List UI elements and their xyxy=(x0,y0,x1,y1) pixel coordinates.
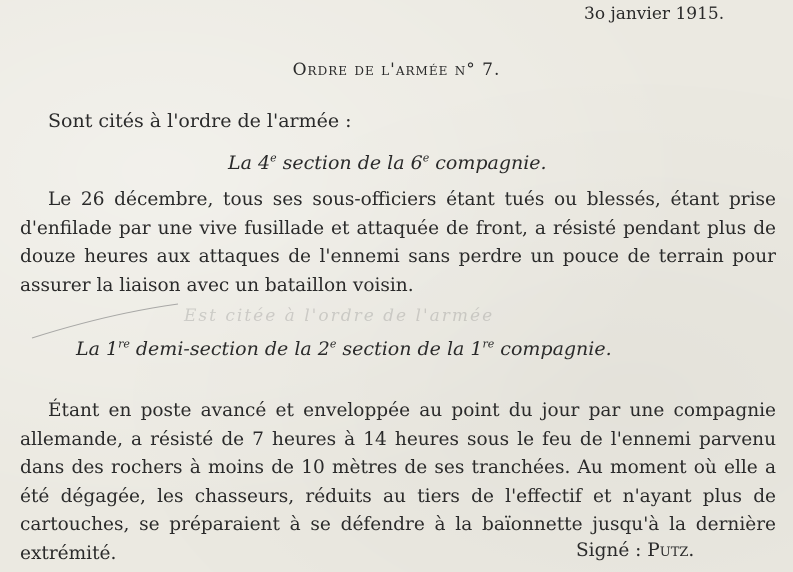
signature xyxy=(576,540,694,561)
heading-text: compagnie. xyxy=(494,338,612,360)
signature-prefix: Signé : xyxy=(576,540,648,561)
heading-text: section de la 1 xyxy=(336,338,483,360)
heading-text: La 4 xyxy=(228,152,271,174)
faded-handwritten-note: Est citée à l'ordre de l'armée xyxy=(184,306,495,326)
heading-text: La 1 xyxy=(76,338,119,360)
section-body-2: Étant en poste avancé et enveloppée au point du jour par une compagnie allemande, a résisté de 7 heures à 14 heures sous le feu de l'ennemi parvenu dans des rochers à moins de 10 mètres de ses tranchées. Au moment où elle a été dégagée, les chasseurs, réduits au tiers de l'effectif et n'ayant plus de cartouches, se préparaient à se défendre à la baïonnette jusqu'à la dernière extrémité. xyxy=(20,400,776,564)
superscript: e xyxy=(270,151,277,165)
signature-name: Putz. xyxy=(647,540,695,561)
intro-text: Sont cités à l'ordre de l'armée : xyxy=(48,110,352,132)
heading-text: demi-section de la 2 xyxy=(129,338,330,360)
superscript: e xyxy=(329,337,337,351)
section-body-1: Le 26 décembre, tous ses sous-officiers étant tués ou blessés, étant prise d'enfilade par une vive fusillade et attaquée de front, a résisté pendant plus de douze heures aux attaques de l'ennemi sans perdre un pouce de terrain pour assurer la liaison avec un bataillon voisin. xyxy=(20,189,776,296)
heading-text: compagnie. xyxy=(429,152,547,174)
pencil-stroke-icon xyxy=(30,302,180,342)
document-date: 3o janvier 1915. xyxy=(584,4,725,24)
superscript: e xyxy=(422,151,430,165)
superscript: re xyxy=(118,337,130,351)
superscript: re xyxy=(482,337,495,351)
section-heading-2 xyxy=(76,338,612,360)
section-heading-1 xyxy=(228,152,547,174)
heading-text: section de la 6 xyxy=(276,152,423,174)
order-title: Ordre de l'armée n° 7. xyxy=(292,60,501,80)
